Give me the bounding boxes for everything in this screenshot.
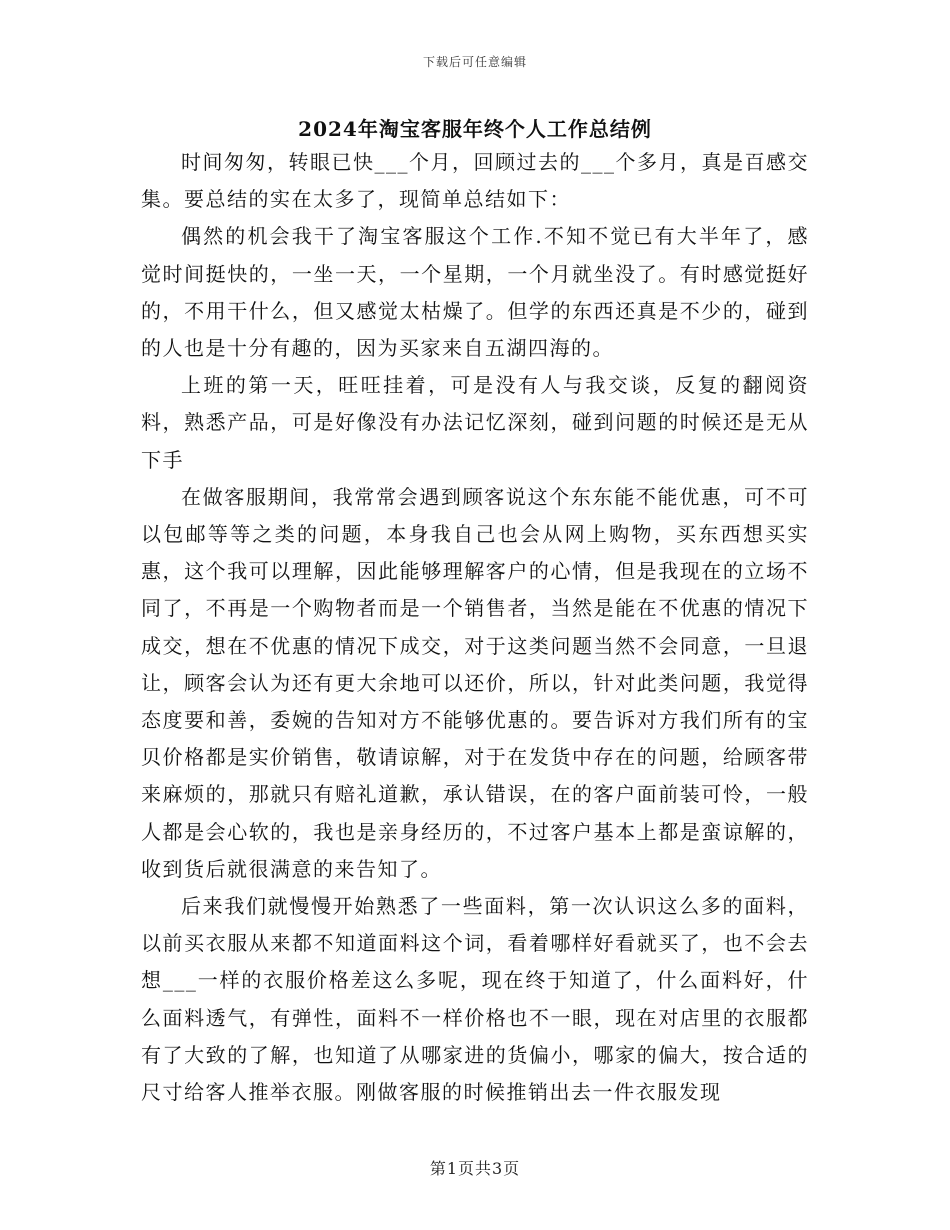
- paragraph-3: 上班的第一天，旺旺挂着，可是没有人与我交谈，反复的翻阅资料，熟悉产品，可是好像没有办法记忆深刻，碰到问题的时候还是无从下手: [141, 373, 809, 472]
- paragraph-5: 后来我们就慢慢开始熟悉了一些面料，第一次认识这么多的面料，以前买衣服从来都不知道面料这个词，看着哪样好看就买了，也不会去想___一样的衣服价格差这么多呢，现在终于知道了，什么面料好，什么面料透气，有弹性，面料不一样价格也不一眼，现在对店里的衣服都有了大致的了解，也知道了从哪家进的货偏小，哪家的偏大，按合适的尺寸给客人推举衣服。刚做客服的时候推销出去一件衣服发现: [141, 894, 809, 1105]
- header-note: 下载后可任意编辑: [422, 55, 527, 69]
- document-title: 2024年淘宝客服年终个人工作总结例: [298, 117, 652, 141]
- paragraph-2: 偶然的机会我干了淘宝客服这个工作.不知不觉已有大半年了，感觉时间挺快的，一坐一天，一个星期，一个月就坐没了。有时感觉挺好的，不用干什么，但又感觉太枯燥了。但学的东西还真是不少的，碰到的人也是十分有趣的，因为买家来自五湖四海的。: [141, 224, 809, 361]
- document-body: [141, 144, 809, 1111]
- paragraph-1: 时间匆匆，转眼已快___个月，回顾过去的___个多月，真是百感交集。要总结的实在太多了，现简单总结如下：: [141, 150, 809, 212]
- paragraph-4: 在做客服期间，我常常会遇到顾客说这个东东能不能优惠，可不可以包邮等等之类的问题，本身我自己也会从网上购物，买东西想买实惠，这个我可以理解，因此能够理解客户的心情，但是我现在的立场不同了，不再是一个购物者而是一个销售者，当然是能在不优惠的情况下成交，想在不优惠的情况下成交，对于这类问题当然不会同意，一旦退让，顾客会认为还有更大余地可以还价，所以，针对此类问题，我觉得态度要和善，委婉的告知对方不能够优惠的。要告诉对方我们所有的宝贝价格都是实价销售，敬请谅解，对于在发货中存在的问题，给顾客带来麻烦的，那就只有赔礼道歉，承认错误，在的客户面前装可怜，一般人都是会心软的，我也是亲身经历的，不过客户基本上都是蛮谅解的，收到货后就很满意的来告知了。: [141, 484, 809, 881]
- page-number: 第1页共3页: [429, 1159, 521, 1178]
